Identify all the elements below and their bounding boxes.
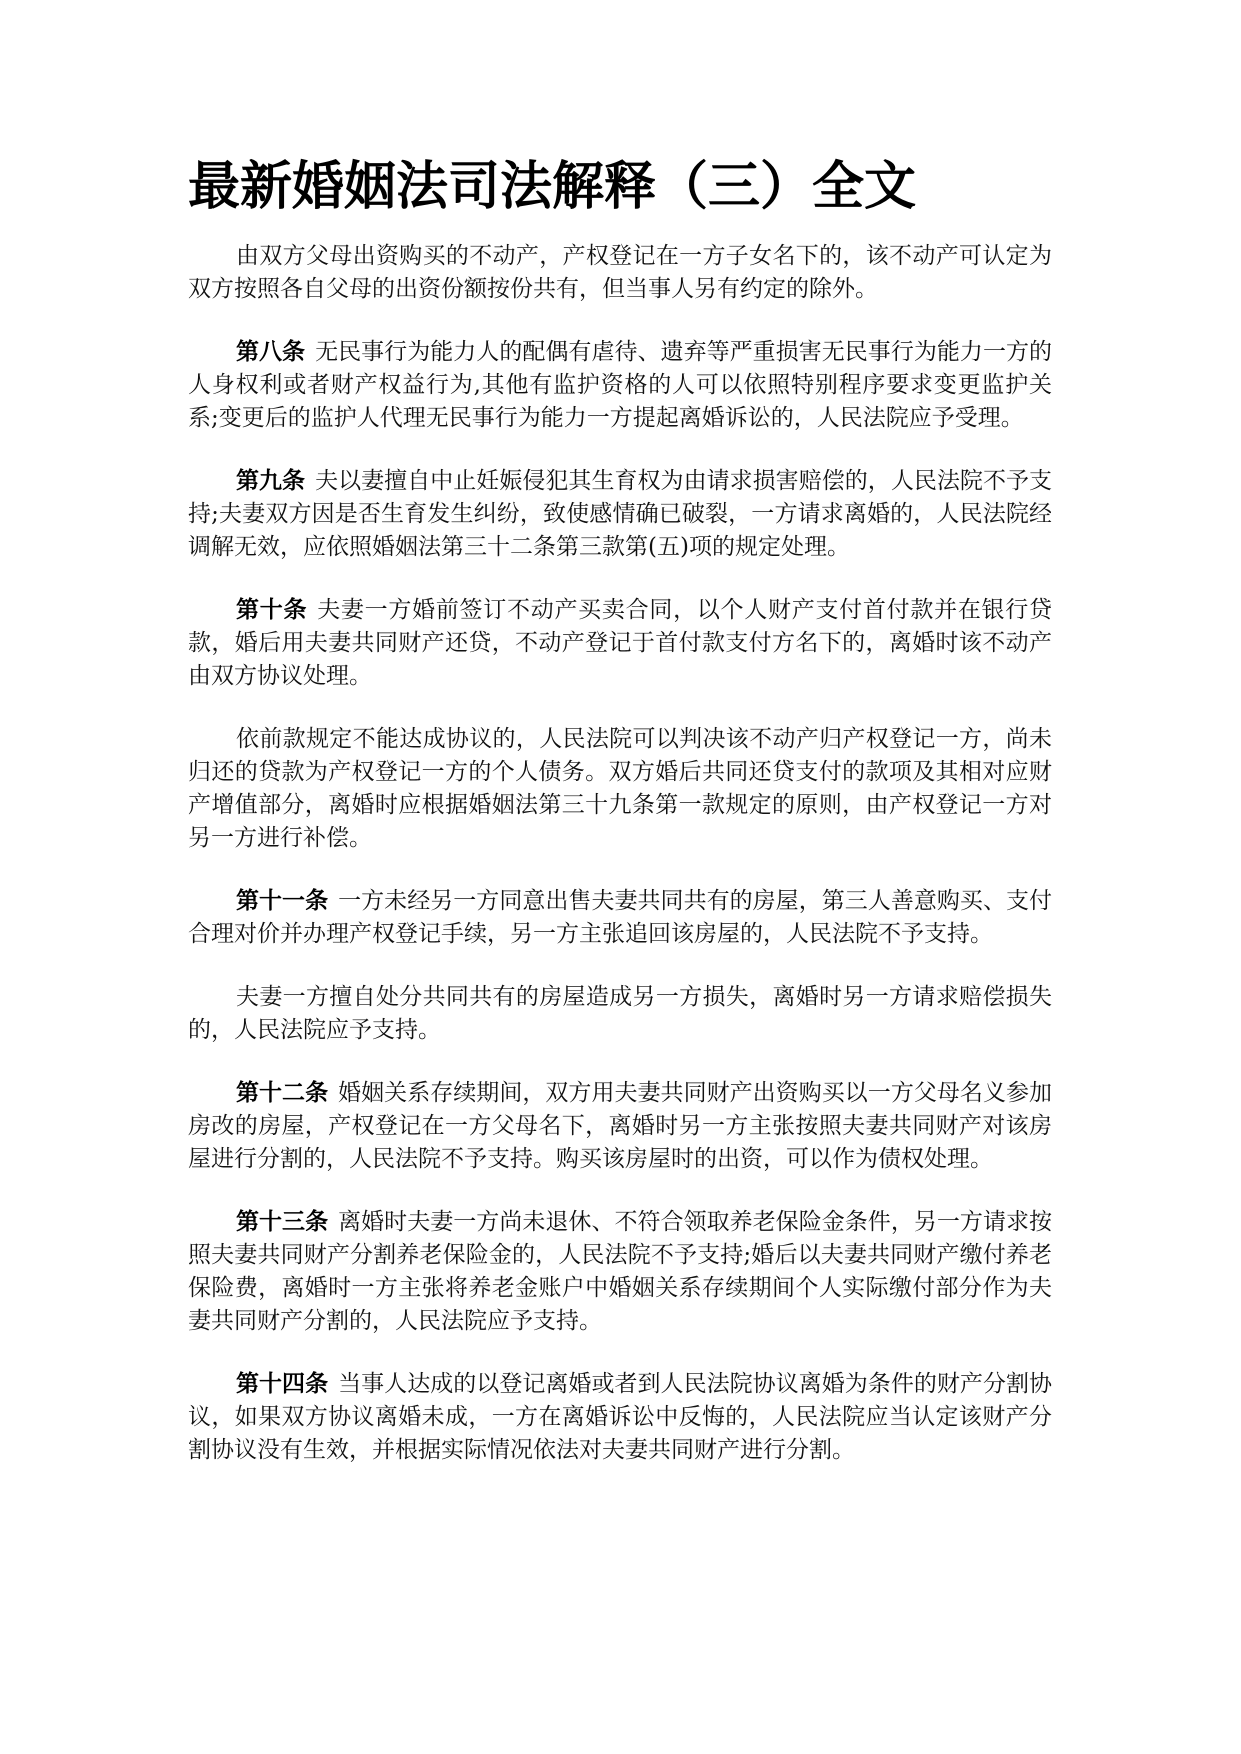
paragraph-text: 当事人达成的以登记离婚或者到人民法院协议离婚为条件的财产分割协议，如果双方协议离婚未成，一方在离婚诉讼中反悔的，人民法院应当认定该财产分割协议没有生效，并根据实际情况依法对夫妻共同财产进行分割。 [188, 1371, 1053, 1463]
page-title: 最新婚姻法司法解释（三）全文 [188, 157, 917, 217]
paragraph-text: 夫以妻擅自中止妊娠侵犯其生育权为由请求损害赔偿的，人民法院不予支持;夫妻双方因是否生育发生纠纷，致使感情确已破裂，一方请求离婚的，人民法院经调解无效，应依照婚姻法第三十二条第三款第(五)项的规定处理。 [188, 468, 1053, 560]
paragraph-text: 无民事行为能力人的配偶有虐待、遗弃等严重损害无民事行为能力一方的人身权利或者财产权益行为,其他有监护资格的人可以依照特别程序要求变更监护关系;变更后的监护人代理无民事行为能力一方提起离婚诉讼的，人民法院应予受理。 [188, 339, 1053, 431]
article-number: 第十一条 [236, 888, 329, 914]
paragraph-text: 一方未经另一方同意出售夫妻共同共有的房屋，第三人善意购买、支付合理对价并办理产权登记手续，另一方主张追回该房屋的，人民法院不予支持。 [188, 888, 1053, 947]
article-9 [188, 465, 1052, 564]
article-10 [188, 594, 1052, 693]
article-12 [188, 1077, 1052, 1176]
article-number: 第八条 [236, 339, 306, 365]
article-number: 第九条 [236, 468, 306, 494]
paragraph-text: 婚姻关系存续期间，双方用夫妻共同财产出资购买以一方父母名义参加房改的房屋，产权登记在一方父母名下，离婚时另一方主张按照夫妻共同财产对该房屋进行分割的，人民法院不予支持。购买该房屋时的出资，可以作为债权处理。 [188, 1080, 1053, 1172]
article-11-clause-2 [188, 981, 1052, 1047]
paragraph-1 [188, 240, 1052, 306]
article-number: 第十条 [236, 597, 308, 623]
article-8 [188, 336, 1052, 435]
article-11 [188, 885, 1052, 951]
paragraph-text: 夫妻一方婚前签订不动产买卖合同，以个人财产支付首付款并在银行贷款，婚后用夫妻共同财产还贷，不动产登记于首付款支付方名下的，离婚时该不动产由双方协议处理。 [188, 597, 1053, 689]
article-10-clause-2 [188, 723, 1052, 855]
article-13 [188, 1206, 1052, 1338]
article-number: 第十二条 [236, 1080, 329, 1106]
paragraph-text: 离婚时夫妻一方尚未退休、不符合领取养老保险金条件，另一方请求按照夫妻共同财产分割养老保险金的，人民法院不予支持;婚后以夫妻共同财产缴付养老保险费，离婚时一方主张将养老金账户中婚姻关系存续期间个人实际缴付部分作为夫妻共同财产分割的，人民法院应予支持。 [188, 1209, 1053, 1334]
paragraph-text: 依前款规定不能达成协议的，人民法院可以判决该不动产归产权登记一方，尚未归还的贷款为产权登记一方的个人债务。双方婚后共同还贷支付的款项及其相对应财产增值部分，离婚时应根据婚姻法第三十九条第一款规定的原则，由产权登记一方对另一方进行补偿。 [188, 726, 1052, 851]
article-number: 第十四条 [236, 1371, 329, 1397]
article-number: 第十三条 [236, 1209, 329, 1235]
article-14 [188, 1368, 1052, 1467]
paragraph-text: 夫妻一方擅自处分共同共有的房屋造成另一方损失，离婚时另一方请求赔偿损失的，人民法院应予支持。 [188, 984, 1052, 1043]
paragraph-text: 由双方父母出资购买的不动产，产权登记在一方子女名下的，该不动产可认定为双方按照各自父母的出资份额按份共有，但当事人另有约定的除外。 [188, 243, 1052, 302]
document-body [188, 240, 1052, 1497]
